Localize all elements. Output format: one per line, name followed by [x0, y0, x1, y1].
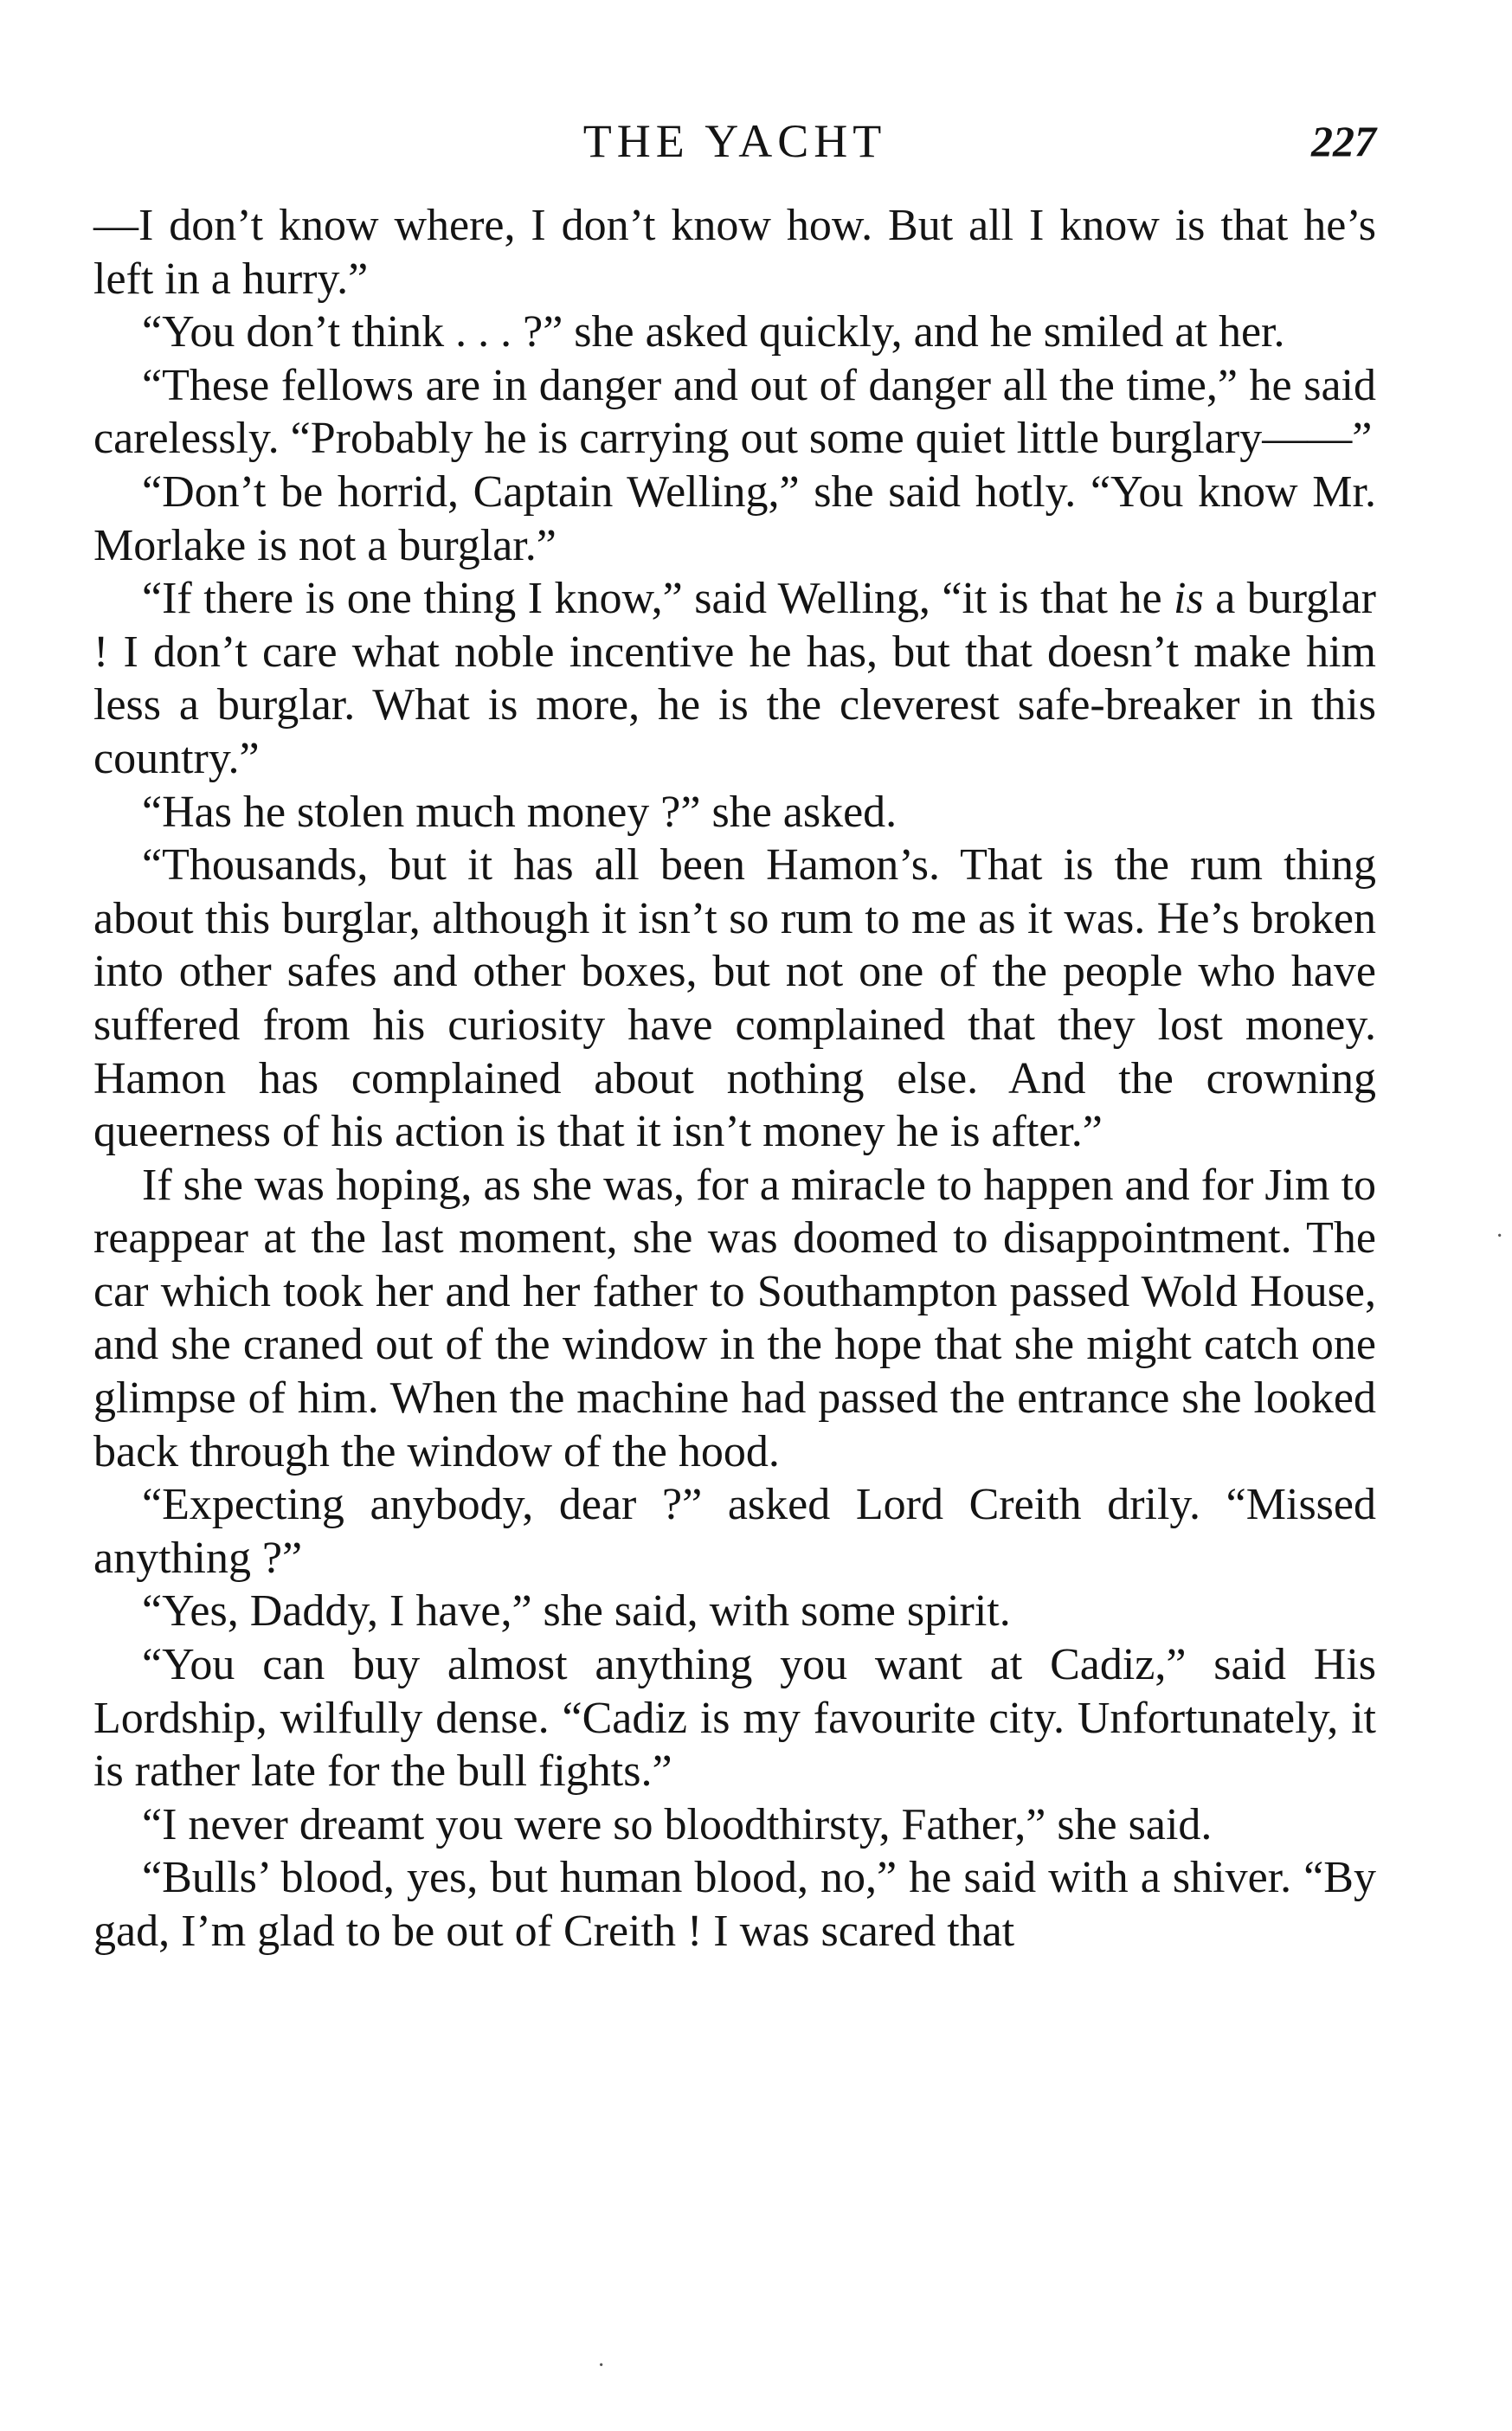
paragraph [93, 572, 1376, 785]
paragraph: If she was hoping, as she was, for a miracle to happen and for Jim to reappear at the last moment, she was doomed to disappointment. The car which took her and her father to Southampton passed Wold House, and she craned out of the window in the hope that she might catch one glimpse of him. When the machine had passed the entrance she looked back through the window of the hood. [93, 1160, 1376, 1476]
page-number: 227 [1311, 117, 1376, 165]
paragraph: “Thousands, but it has all been Hamon’s. That is the rum thing about this burglar, although it isn’t so rum to me as it was. He’s broken into other safes and other boxes, but not one of the people who have suffered from his curiosity have complained that they lost money. Hamon has complained about nothing else. And the crowning queerness of his action is that it isn’t money he is after.” [93, 840, 1376, 1157]
body-text [93, 199, 1376, 1958]
running-head [93, 111, 1376, 171]
paragraph-text: a burglar ! I don’t care what noble incentive he has, but that doesn’t make him less a burglar. What is more, he is the cleverest safe-breaker in this country.” [93, 574, 1376, 783]
paragraph: “These fellows are in danger and out of danger all the time,” he said carelessly. “Probably he is carrying out some quiet little burglary——” [93, 360, 1376, 464]
paragraph: “Bulls’ blood, yes, but human blood, no,” he said with a shiver. “By gad, I’m glad to be out of Creith ! I was scared that [93, 1853, 1376, 1956]
scan-speck: · [597, 2352, 606, 2379]
paragraph: “Don’t be horrid, Captain Welling,” she said hotly. “You know Mr. Morlake is not a burglar.” [93, 466, 1376, 570]
paragraph: “Yes, Daddy, I have,” she said, with some spirit. [142, 1586, 1011, 1637]
running-title: THE YACHT [582, 115, 887, 167]
paragraph: “Has he stolen much money ?” she asked. [142, 787, 898, 837]
paragraph-text: “If there is one thing I know,” said Welling, “it is that he [142, 574, 1174, 624]
paragraph: “I never dreamt you were so bloodthirsty, Father,” she said. [142, 1799, 1213, 1849]
paragraph: “You can buy almost anything you want at Cadiz,” said His Lordship, wilfully dense. “Cadiz is my favourite city. Unfortunately, it is rather late for the bull fights.” [93, 1640, 1376, 1797]
paragraph: “Expecting anybody, dear ?” asked Lord Creith drily. “Missed anything ?” [93, 1480, 1376, 1583]
emphasis-text: is [1174, 574, 1204, 624]
paragraph: “You don’t think . . . ?” she asked quickly, and he smiled at her. [142, 307, 1285, 357]
paragraph: —I don’t know where, I don’t know how. But all I know is that he’s left in a hurry.” [93, 201, 1376, 304]
scan-speck: · [1496, 1223, 1504, 1250]
